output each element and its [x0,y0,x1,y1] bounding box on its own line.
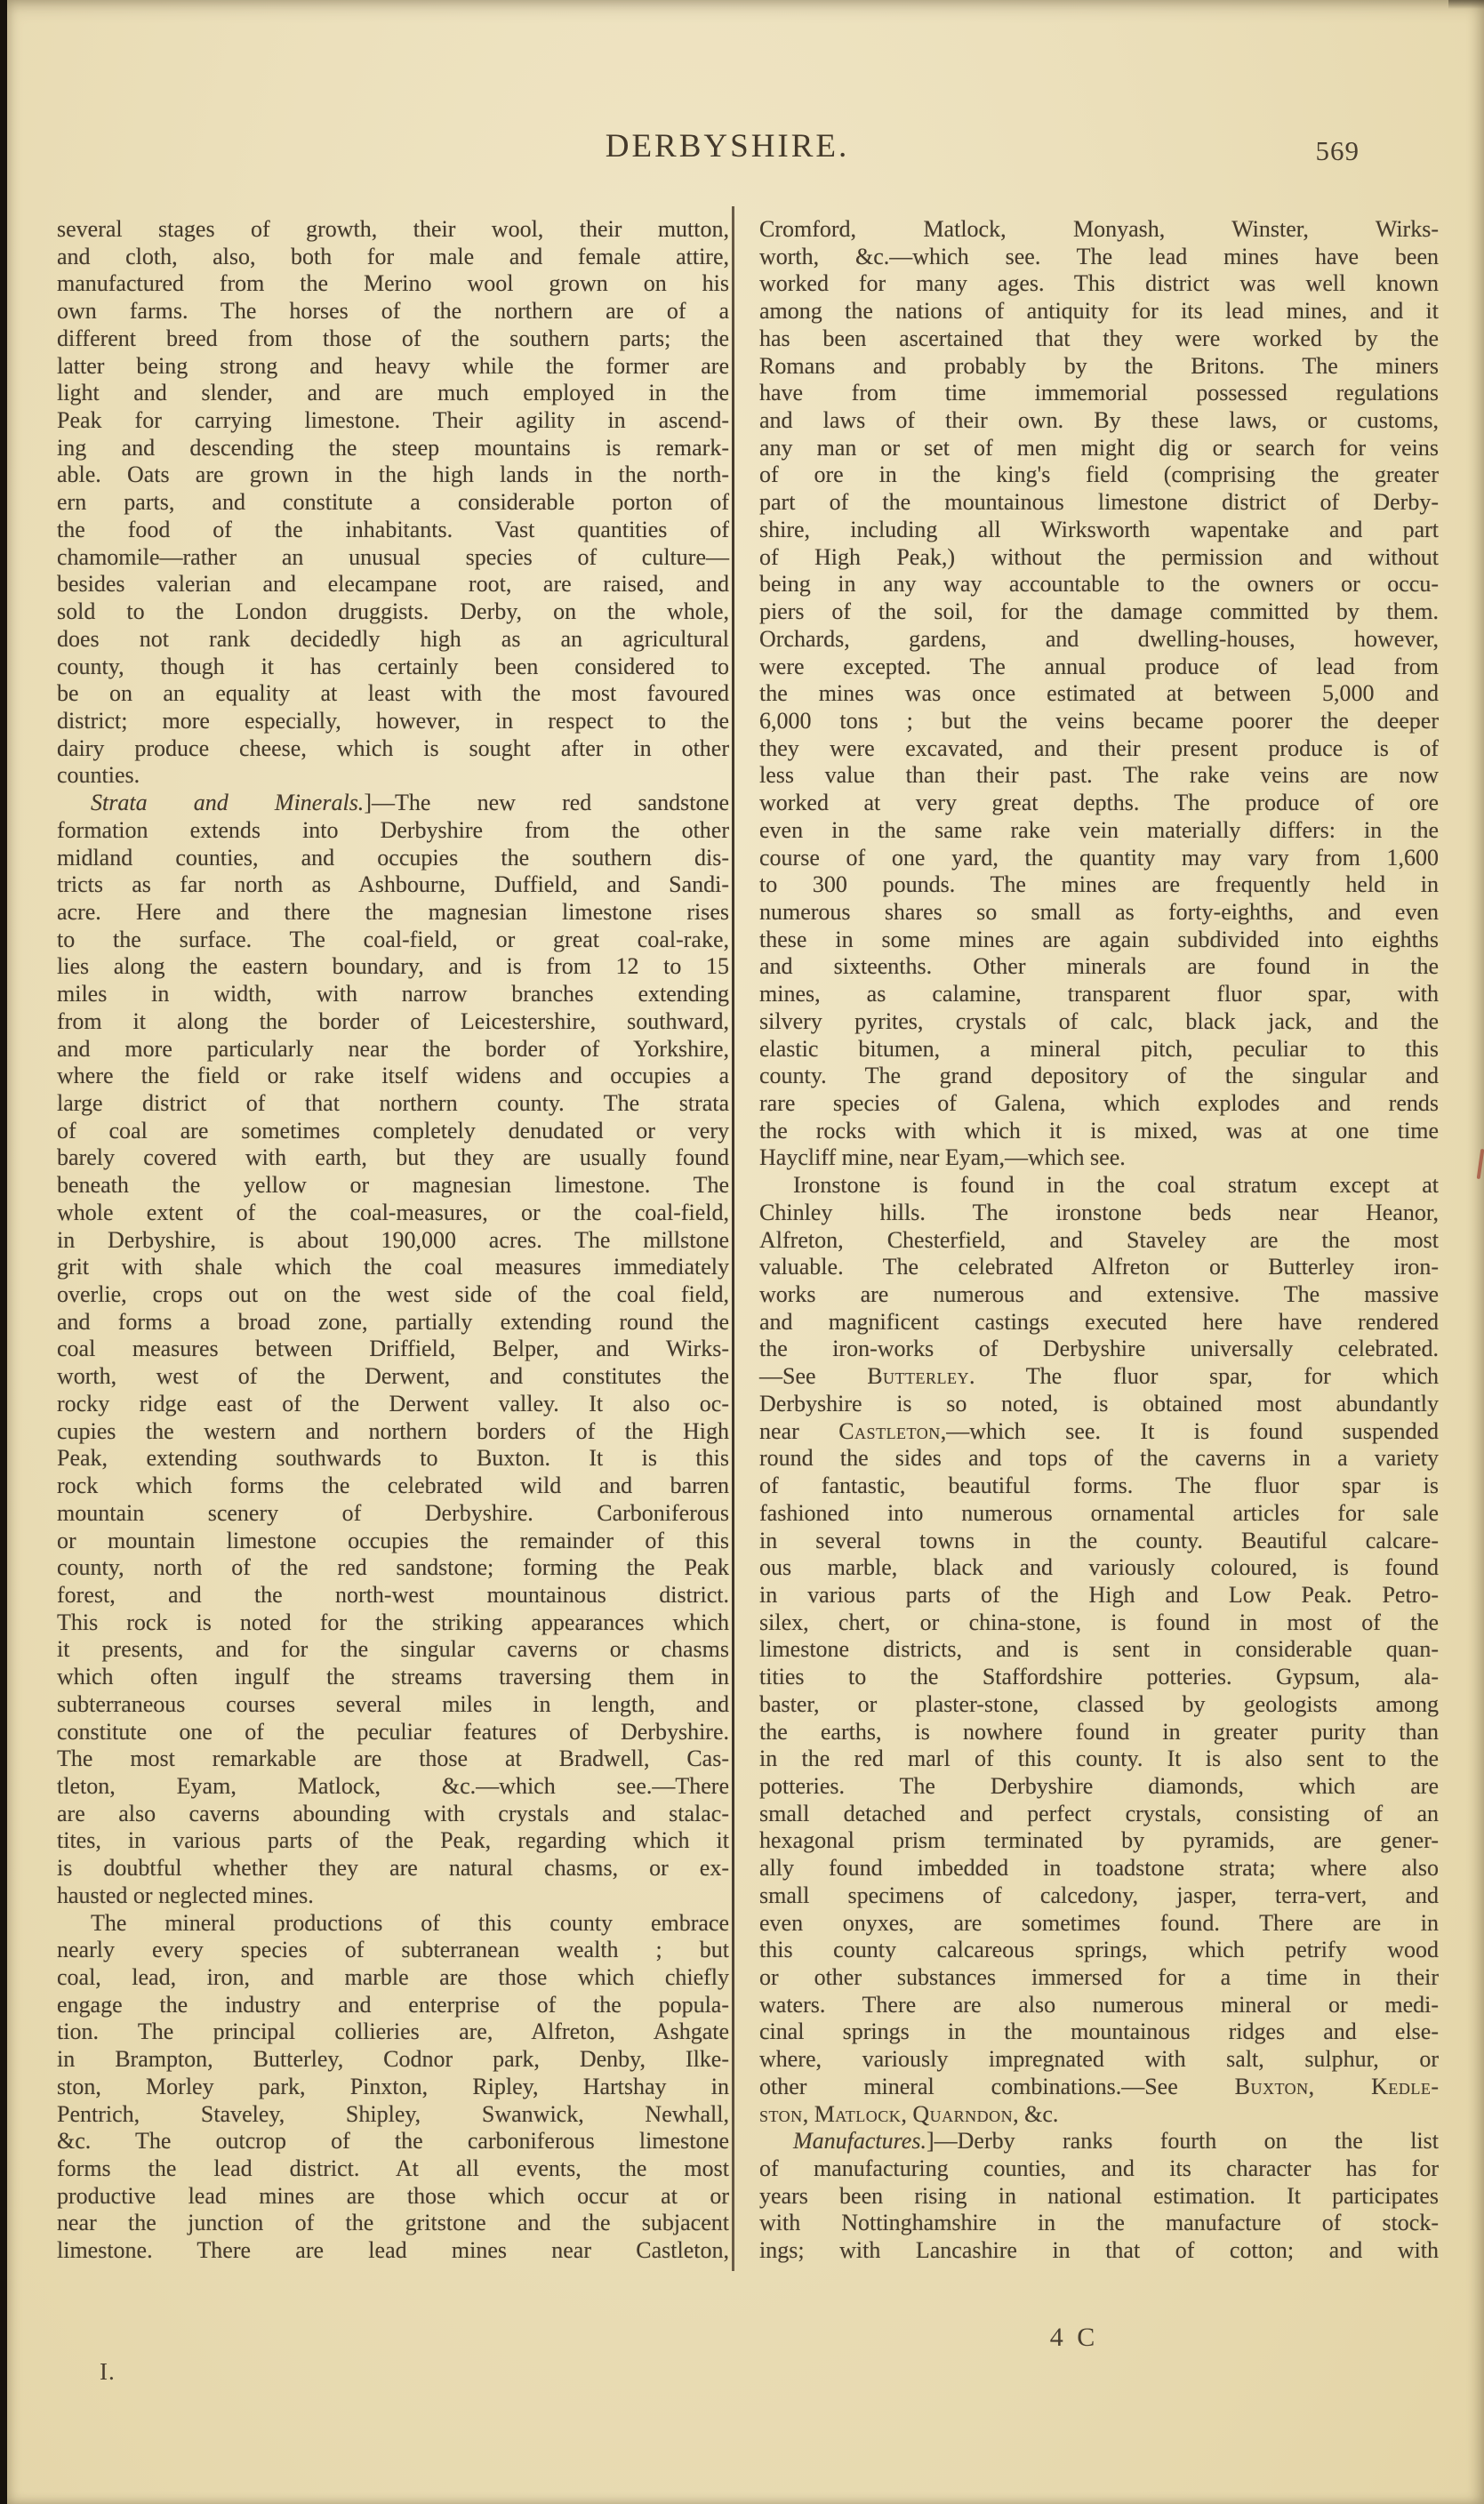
text-line: were excepted. The annual produce of lead from [759,653,1439,679]
text-line: course of one yard, the quantity may vary from 1,600 [759,844,1439,871]
text-line: Cromford, Matlock, Monyash, Winster, Wirks- [759,216,1439,242]
text-line: besides valerian and elecampane root, are raised, and [57,571,729,598]
text-line: The most remarkable are those at Bradwell, Cas- [57,1746,729,1772]
text-line: mountain scenery of Derbyshire. Carboniferous [57,1499,729,1526]
text-line: ston, Matlock, Quarndon, &c. [759,2100,1059,2127]
text-line: Derbyshire is so noted, is obtained most abundantly [759,1390,1439,1417]
text-line: among the nations of antiquity for its lead mines, and it [759,298,1439,325]
text-line: mines, as calamine, transparent fluor spar, with [759,981,1439,1007]
text-line: where the field or rake itself widens and occupies a [57,1063,729,1089]
text-line: ous marble, black and variously coloured, is found [759,1554,1439,1581]
text-line: part of the mountainous limestone district of Derby- [759,489,1439,516]
text-line: engage the industry and enterprise of the popula- [57,1991,729,2018]
text-line: of manufacturing counties, and its character has for [759,2155,1439,2182]
text-line: in Brampton, Butterley, Codnor park, Denby, Ilke- [57,2046,729,2073]
text-line: Chinley hills. The ironstone beds near Heanor, [759,1199,1439,1225]
text-line: to 300 pounds. The mines are frequently held in [759,871,1439,898]
text-line: tleton, Eyam, Matlock, &c.—which see.—There [57,1772,729,1799]
text-line: This rock is noted for the striking appearances which [57,1609,729,1635]
text-line: elastic bitumen, a mineral pitch, peculiar to this [759,1035,1439,1062]
text-line: valuable. The celebrated Alfreton or Butterley iron- [759,1254,1439,1280]
text-line: small specimens of calcedony, jasper, terra-vert, and [759,1882,1439,1908]
text-line: &c. The outcrop of the carboniferous limestone [57,2128,729,2155]
text-line: where, variously impregnated with salt, sulphur, or [759,2046,1439,2073]
text-line: in Derbyshire, is about 190,000 acres. The millstone [57,1226,729,1253]
text-line: in the red marl of this county. It is also sent to the [759,1746,1439,1772]
text-line: is doubtful whether they are natural chasms, or ex- [57,1855,729,1882]
text-line: latter being strong and heavy while the former are [57,352,729,379]
text-line: able. Oats are grown in the high lands in the north- [57,461,729,488]
text-line: and sixteenths. Other minerals are found in the [759,953,1439,980]
text-line: silvery pyrites, crystals of calc, black jack, and the [759,1007,1439,1034]
text-line: hausted or neglected mines. [57,1882,314,1908]
text-line: forms the lead district. At all events, the most [57,2155,729,2182]
text-line: they were excavated, and their present produce is of [759,734,1439,761]
text-line: the rocks with which it is mixed, was at one time [759,1117,1439,1144]
text-line: of fantastic, beautiful forms. The fluor spar is [759,1473,1439,1499]
text-line: ings; with Lancashire in that of cotton; and with [759,2237,1439,2264]
text-line: manufactured from the Merino wool grown on his [57,270,729,297]
text-line: coal measures between Driffield, Belper, and Wirks- [57,1336,729,1362]
text-line: worth, west of the Derwent, and constitutes the [57,1363,729,1390]
text-line: light and slender, and are much employed in the [57,380,729,406]
text-line: in various parts of the High and Low Peak. Petro- [759,1581,1439,1608]
text-line: ern parts, and constitute a considerable porton of [57,489,729,516]
text-line: even onyxes, are sometimes found. There are in [759,1909,1439,1936]
book-page [7,0,1484,2504]
text-line: which often ingulf the streams traversing them in [57,1664,729,1690]
text-line: ing and descending the steep mountains is remark- [57,434,729,461]
text-line: numerous shares so small as forty-eighths, and even [759,898,1439,925]
text-line: and more particularly near the border of Yorkshire, [57,1035,729,1062]
text-line: rocky ridge east of the Derwent valley. It also oc- [57,1390,729,1417]
text-line: 6,000 tons ; but the veins became poorer the deeper [759,707,1439,734]
text-line: productive lead mines are those which occur at or [57,2182,729,2209]
text-line: Alfreton, Chesterfield, and Staveley are the most [759,1226,1439,1253]
text-line: tricts as far north as Ashbourne, Duffield, and Sandi- [57,871,729,898]
text-line: lies along the eastern boundary, and is from 12 to 15 [57,953,729,980]
text-line: different breed from those of the southern parts; the [57,325,729,351]
text-line: of ore in the king's field (comprising the greater [759,461,1439,488]
text-line: sold to the London druggists. Derby, on the whole, [57,598,729,625]
page-number: 569 [1315,135,1360,166]
text-line: be on an equality at least with the most favoured [57,680,729,707]
text-line: or other substances immersed for a time in their [759,1964,1439,1990]
column-divider-rule [732,206,734,2271]
text-line: county, though it has certainly been considered to [57,653,729,679]
text-line: hexagonal prism terminated by pyramids, are gener- [759,1827,1439,1854]
text-line: near Castleton,—which see. It is found suspended [759,1417,1440,1444]
text-line: the food of the inhabitants. Vast quantities of [57,516,729,542]
text-line: and cloth, also, both for male and female attire, [57,243,729,269]
text-line: barely covered with earth, but they are usually found [57,1144,729,1171]
text-line: district; more especially, however, in respect to the [57,707,729,734]
text-line: tities to the Staffordshire potteries. Gypsum, ala- [759,1664,1439,1690]
text-line: any man or set of men might dig or search for veins [759,434,1439,461]
text-line: The mineral productions of this county embrace [91,1909,729,1936]
text-line: Strata and Minerals.]—The new red sandstone [91,790,729,816]
text-line: have from time immemorial possessed regulations [759,380,1439,406]
text-line: this county calcareous springs, which petrify wood [759,1937,1439,1963]
text-line: of coal are sometimes completely denudated or very [57,1117,729,1144]
text-line: potteries. The Derbyshire diamonds, which are [759,1772,1439,1799]
text-line: nearly every species of subterranean wealth ; but [57,1937,729,1963]
text-line: forest, and the north-west mountainous district. [57,1581,729,1608]
text-line: and laws of their own. By these laws, or customs, [759,407,1439,434]
text-line: —See Butterley. The fluor spar, for which [759,1363,1440,1390]
text-line: limestone districts, and is sent in considerable quan- [759,1636,1439,1663]
text-line: being in any way accountable to the owners or occu- [759,571,1439,598]
text-line: rock which forms the celebrated wild and barren [57,1473,729,1499]
text-line: Ironstone is found in the coal stratum except at [793,1172,1439,1199]
text-line: does not rank decidedly high as an agricultural [57,625,729,652]
text-line: Peak, extending southwards to Buxton. It is this [57,1445,729,1472]
text-line: near the junction of the gritstone and the subjacent [57,2210,729,2236]
text-line: overlie, crops out on the west side of the coal field, [57,1281,729,1308]
text-line: tion. The principal collieries are, Alfreton, Ashgate [57,2018,729,2045]
text-line: ston, Morley park, Pinxton, Ripley, Hartshay in [57,2073,729,2099]
text-line: ally found imbedded in toadstone strata; where also [759,1855,1439,1882]
text-line: and magnificent castings executed here have rendered [759,1308,1439,1335]
text-line: baster, or plaster-stone, classed by geologists among [759,1690,1439,1717]
text-line: worked at very great depths. The produce of ore [759,790,1439,816]
text-line: rare species of Galena, which explodes and rends [759,1090,1439,1116]
text-line: own farms. The horses of the northern are of a [57,298,729,325]
text-line: or mountain limestone occupies the remainder of this [57,1527,729,1553]
text-line: in several towns in the county. Beautiful calcare- [759,1527,1439,1553]
text-line: county. The grand depository of the singular and [759,1063,1439,1089]
text-line: even in the same rake vein materially differs: in the [759,816,1439,843]
scan-edge [0,0,7,2504]
text-line: the earths, is nowhere found in greater purity than [759,1718,1439,1745]
text-line: silex, chert, or china-stone, is found in most of the [759,1609,1439,1635]
text-line: waters. There are also numerous mineral or medi- [759,1991,1439,2018]
text-line: acre. Here and there the magnesian limestone rises [57,898,729,925]
text-line: with Nottinghamshire in the manufacture of stock- [759,2210,1439,2236]
text-line: the mines was once estimated at between 5,000 and [759,680,1439,707]
text-line: limestone. There are lead mines near Castleton, [57,2237,729,2264]
text-line: from it along the border of Leicestershire, southward, [57,1007,729,1034]
text-line: these in some mines are again subdivided into eighths [759,926,1439,952]
text-line: less value than their past. The rake veins are now [759,762,1439,789]
text-line: miles in width, with narrow branches extending [57,981,729,1007]
text-line: round the sides and tops of the caverns in a variety [759,1445,1439,1472]
text-line: whole extent of the coal-measures, or the coal-field, [57,1199,729,1225]
text-line: shire, including all Wirksworth wapentake and part [759,516,1439,542]
text-line: grit with shale which the coal measures immediately [57,1254,729,1280]
text-line: large district of that northern county. The strata [57,1090,729,1116]
text-line: cupies the western and northern borders of the High [57,1417,729,1444]
gathering-mark: 4 C [1049,2323,1099,2352]
text-line: other mineral combinations.—See Buxton, Kedle- [759,2073,1440,2099]
text-line: of High Peak,) without the permission and without [759,543,1439,570]
text-line: Romans and probably by the Britons. The miners [759,352,1439,379]
text-line: several stages of growth, their wool, their mutton, [57,216,729,242]
text-line: small detached and perfect crystals, consisting of an [759,1800,1439,1826]
text-line: Manufactures.]—Derby ranks fourth on the list [793,2128,1439,2155]
text-line: are also caverns abounding with crystals and stalac- [57,1800,729,1826]
running-header [34,127,1421,165]
text-line: fashioned into numerous ornamental articles for sale [759,1499,1439,1526]
text-line: piers of the soil, for the damage committed by them. [759,598,1439,625]
text-line: Peak for carrying limestone. Their agility in ascend- [57,407,729,434]
text-line: county, north of the red sandstone; forming the Peak [57,1554,729,1581]
text-line: and forms a broad zone, partially extending round the [57,1308,729,1335]
text-line: subterraneous courses several miles in length, and [57,1690,729,1717]
text-line: constitute one of the peculiar features of Derbyshire. [57,1718,729,1745]
text-line: dairy produce cheese, which is sought after in other [57,734,729,761]
text-line: has been ascertained that they were worked by the [759,325,1439,351]
text-line: beneath the yellow or magnesian limestone. The [57,1172,729,1199]
scan-corner-shade [1448,0,1484,9]
page-title: DERBYSHIRE. [605,128,850,165]
text-line: counties. [57,762,140,789]
text-line: worth, &c.—which see. The lead mines have been [759,243,1439,269]
text-line: chamomile—rather an unusual species of culture— [57,543,729,570]
text-line: midland counties, and occupies the southern dis- [57,844,729,871]
text-line: the iron-works of Derbyshire universally celebrated. [759,1336,1439,1362]
text-line: tites, in various parts of the Peak, regarding which it [57,1827,729,1854]
text-line: cinal springs in the mountainous ridges and else- [759,2018,1439,2045]
text-line: formation extends into Derbyshire from the other [57,816,729,843]
text-line: Haycliff mine, near Eyam,—which see. [759,1144,1126,1171]
text-line: it presents, and for the singular caverns or chasms [57,1636,729,1663]
text-line: years been rising in national estimation. It participates [759,2182,1439,2209]
text-line: Orchards, gardens, and dwelling-houses, however, [759,625,1439,652]
text-line: Pentrich, Staveley, Shipley, Swanwick, Newhall, [57,2100,729,2127]
text-line: coal, lead, iron, and marble are those which chiefly [57,1964,729,1990]
text-line: to the surface. The coal-field, or great coal-rake, [57,926,729,952]
text-line: worked for many ages. This district was well known [759,270,1439,297]
right-text-column [759,216,1439,2265]
red-ink-mark [1477,1149,1484,1179]
left-text-column [57,216,729,2265]
text-line: works are numerous and extensive. The massive [759,1281,1439,1308]
signature-mark: I. [100,2358,116,2385]
